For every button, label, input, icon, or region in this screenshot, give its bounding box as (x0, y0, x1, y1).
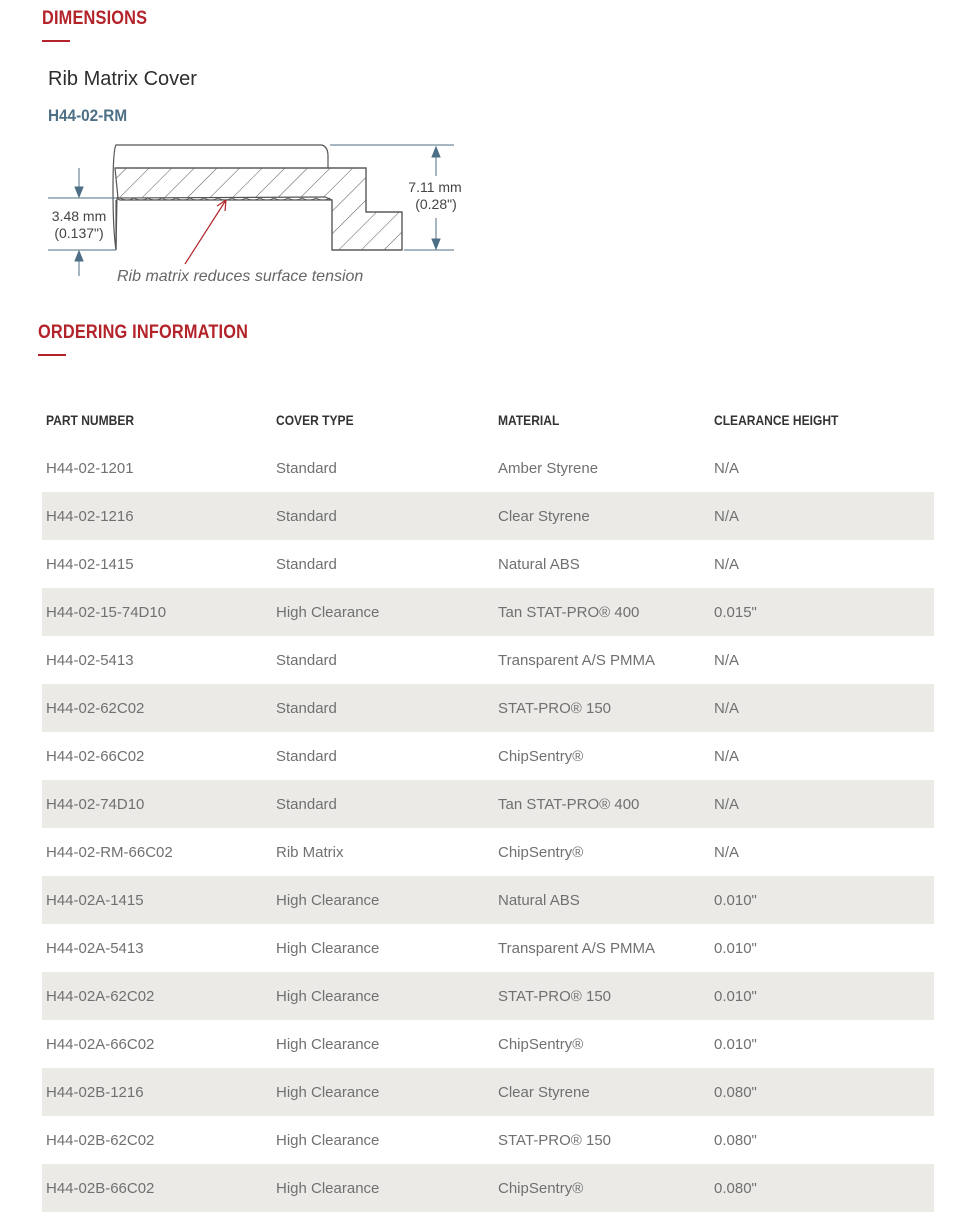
clearance-height-cell: N/A (714, 555, 740, 573)
part-number-cell: H44-02A-62C02 (42, 972, 272, 1020)
cover-type-cell: High Clearance (276, 1131, 380, 1149)
cover-type-cell: Standard (276, 459, 337, 477)
cover-type-cell: High Clearance (272, 1164, 494, 1212)
table-row (42, 684, 934, 732)
material-cell: Amber Styrene (498, 459, 599, 477)
cover-profile (113, 145, 402, 250)
part-number-cell: H44-02-5413 (46, 651, 134, 669)
part-number-cell: H44-02-66C02 (46, 747, 145, 765)
column-header-part-number: PART NUMBER (46, 412, 135, 428)
table-row (42, 588, 934, 636)
clearance-height-cell: 0.010" (714, 939, 757, 957)
clearance-height-cell: 0.010" (714, 1035, 757, 1053)
clearance-height-cell: N/A (710, 492, 934, 540)
part-number-cell: H44-02-15-74D10 (42, 588, 272, 636)
clearance-height-cell: 0.010" (710, 972, 934, 1020)
clearance-height-cell: N/A (714, 651, 740, 669)
material-cell: Clear Styrene (494, 1068, 710, 1116)
clearance-height-cell: N/A (714, 459, 740, 477)
overall-height-in: (0.28") (415, 196, 457, 212)
cover-type-cell: Standard (276, 555, 337, 573)
table-row (42, 828, 934, 876)
callout-arrow (185, 200, 226, 264)
inner-height-in: (0.137") (54, 225, 104, 241)
clearance-height-cell: 0.080" (710, 1068, 934, 1116)
cover-type-cell: High Clearance (272, 588, 494, 636)
cover-type-cell: Standard (276, 651, 337, 669)
ordering-heading-rule (38, 354, 66, 356)
material-cell: Tan STAT-PRO® 400 (494, 588, 710, 636)
clearance-height-cell: N/A (710, 684, 934, 732)
cover-type-cell: Standard (276, 747, 337, 765)
cover-type-cell: High Clearance (272, 1068, 494, 1116)
part-number-cell: H44-02B-62C02 (46, 1131, 155, 1149)
part-number-cell: H44-02-1201 (46, 459, 134, 477)
cover-type-cell: High Clearance (272, 972, 494, 1020)
ordering-table (42, 396, 934, 1212)
column-header-cover-type: COVER TYPE (276, 412, 354, 428)
material-cell: Transparent A/S PMMA (498, 651, 656, 669)
clearance-height-cell: 0.010" (710, 876, 934, 924)
material-cell: Transparent A/S PMMA (498, 939, 656, 957)
cover-type-cell: High Clearance (276, 939, 380, 957)
clearance-height-cell: N/A (714, 747, 740, 765)
material-cell: Natural ABS (494, 876, 710, 924)
cover-type-cell: Rib Matrix (276, 843, 344, 861)
product-code: H44-02-RM (48, 106, 128, 125)
table-row (42, 1116, 934, 1164)
clearance-height-cell: N/A (714, 843, 740, 861)
table-row (42, 1020, 934, 1068)
material-cell: Natural ABS (498, 555, 580, 573)
clearance-height-cell: 0.015" (710, 588, 934, 636)
table-row (42, 636, 934, 684)
material-cell: STAT-PRO® 150 (498, 1131, 612, 1149)
product-title: Rib Matrix Cover (48, 68, 197, 90)
part-number-cell: H44-02B-1216 (42, 1068, 272, 1116)
table-row (42, 1068, 934, 1116)
cover-type-cell: Standard (272, 684, 494, 732)
part-number-cell: H44-02A-1415 (42, 876, 272, 924)
part-number-cell: H44-02-1216 (42, 492, 272, 540)
table-row (42, 780, 934, 828)
table-row (42, 444, 934, 492)
material-cell: Tan STAT-PRO® 400 (494, 780, 710, 828)
part-number-cell: H44-02-1415 (46, 555, 134, 573)
part-number-cell: H44-02-74D10 (42, 780, 272, 828)
material-cell: Clear Styrene (494, 492, 710, 540)
part-number-cell: H44-02A-66C02 (46, 1035, 155, 1053)
table-header-row (42, 396, 934, 444)
material-cell: ChipSentry® (498, 747, 584, 765)
column-header-material: MATERIAL (498, 412, 560, 428)
cover-type-cell: Standard (272, 780, 494, 828)
cross-section-drawing (0, 0, 500, 300)
clearance-height-cell: 0.080" (714, 1131, 757, 1149)
table-row (42, 972, 934, 1020)
clearance-height-cell: 0.080" (710, 1164, 934, 1212)
table-row (42, 492, 934, 540)
material-cell: STAT-PRO® 150 (494, 684, 710, 732)
ordering-heading: ORDERING INFORMATION (38, 322, 249, 343)
dimensions-heading: DIMENSIONS (42, 8, 148, 29)
material-cell: ChipSentry® (498, 1035, 584, 1053)
table-row (42, 540, 934, 588)
material-cell: ChipSentry® (498, 843, 584, 861)
table-row (42, 924, 934, 972)
cover-type-cell: High Clearance (272, 876, 494, 924)
part-number-cell: H44-02A-5413 (46, 939, 144, 957)
clearance-height-cell: N/A (710, 780, 934, 828)
inner-height-mm: 3.48 mm (51, 208, 107, 224)
material-cell: ChipSentry® (494, 1164, 710, 1212)
column-header-clearance-height: CLEARANCE HEIGHT (714, 412, 839, 428)
cover-type-cell: High Clearance (276, 1035, 380, 1053)
part-number-cell: H44-02B-66C02 (42, 1164, 272, 1212)
part-number-cell: H44-02-RM-66C02 (46, 843, 173, 861)
table-row (42, 1164, 934, 1212)
overall-height-mm: 7.11 mm (408, 179, 462, 195)
material-cell: STAT-PRO® 150 (494, 972, 710, 1020)
table-row (42, 876, 934, 924)
table-row (42, 732, 934, 780)
cover-type-cell: Standard (272, 492, 494, 540)
part-number-cell: H44-02-62C02 (42, 684, 272, 732)
callout-label: Rib matrix reduces surface tension (117, 268, 364, 285)
